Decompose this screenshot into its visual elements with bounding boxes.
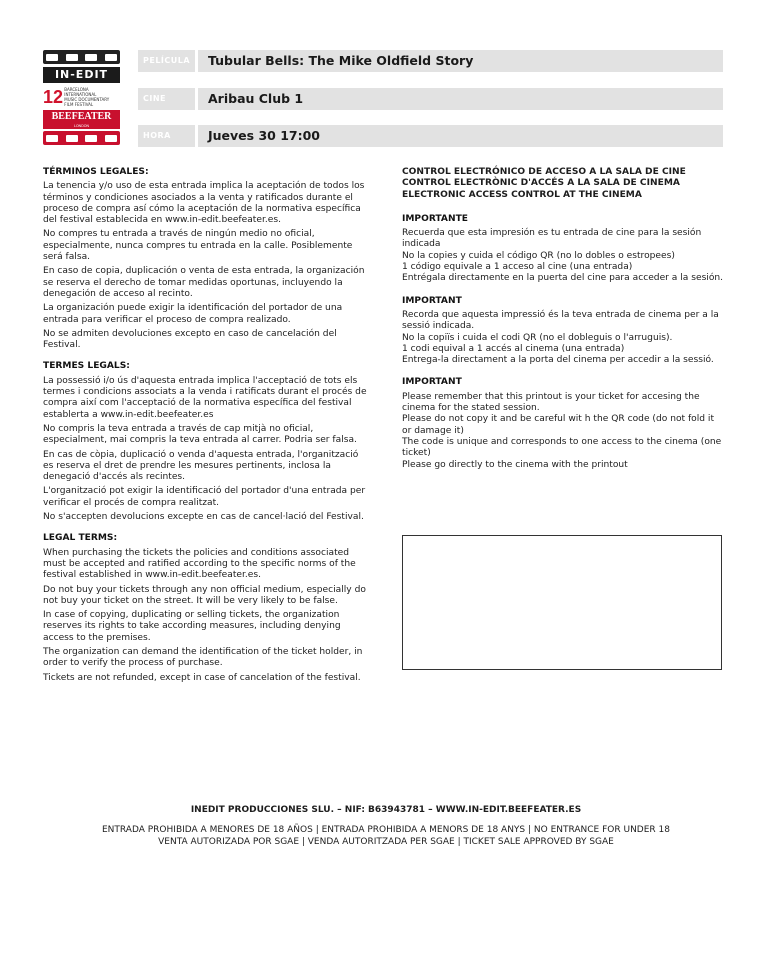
instruction-line: No la copies y cuida el código QR (no lo dobles o estropees) — [402, 250, 675, 261]
logo-edition — [43, 86, 120, 108]
sponsor-sub: LONDON — [74, 124, 89, 128]
legal-paragraph: When purchasing the tickets the policies and conditions associated must be accepted and ratified according to the specific norms of the festival established in www.in-edit.beefeater.es. — [43, 547, 356, 581]
legal-paragraph: En caso de copia, duplicación o venta de esta entrada, la organización se reserva el derecho de tomar medidas oportunas, incluyendo la denegación de acceso al recinto. — [43, 266, 365, 299]
legal-paragraph: L'organització pot exigir la identificació del portador d'una entrada per verificar el procés de compra realitzat. — [43, 486, 366, 508]
legal-paragraph: La tenencia y/o uso de esta entrada implica la aceptación de todos los términos y condiciones asociados a la venta y ratificados durante el proceso de compra así cómo la aceptación de la normativa específica del festival establecida en www.in-edit.beefeater.es. — [43, 181, 365, 226]
access-control-column — [402, 167, 724, 482]
section-title: IMPORTANT — [402, 377, 462, 388]
edition-number: 12 — [43, 86, 64, 107]
instruction-line: Please go directly to the cinema with the printout — [402, 459, 628, 470]
film-title: Tubular Bells: The Mike Oldfield Story — [198, 50, 723, 72]
legal-paragraph: En cas de còpia, duplicació o venda d'aquesta entrada, l'organització es reserva el dret de prendre les mesures pertinents, inclosa la denegació d'accés als recintes. — [43, 449, 359, 483]
section-title: TÉRMINOS LEGALES: — [43, 167, 149, 177]
info-label: CINE — [138, 88, 195, 110]
legal-section-en — [43, 533, 368, 684]
company-info: INEDIT PRODUCCIONES SLU. – NIF: B63943781 – WWW.IN-EDIT.BEEFEATER.ES — [190, 805, 582, 815]
legal-paragraph: No s'accepten devolucions excepte en cas de cancel·lació del Festival. — [43, 512, 364, 523]
section-title: LEGAL TERMS: — [43, 533, 118, 544]
legal-paragraph: No se admiten devoluciones excepto en caso de cancelación del Festival. — [43, 328, 337, 351]
info-row-cinema — [138, 88, 723, 110]
instruction-line: No la copiïs i cuida el codi QR (no el dobleguis o l'arruguis). — [402, 332, 673, 343]
info-row-time — [138, 125, 723, 147]
festival-logo — [43, 50, 120, 147]
session-time: Jueves 30 17:00 — [198, 125, 723, 147]
legal-paragraph: No compres tu entrada a través de ningún medio no oficial, especialmente, nunca compres tu entrada en la calle. Posiblemente será falsa. — [43, 229, 353, 263]
important-section-es — [402, 214, 724, 285]
film-strip-icon — [43, 131, 120, 145]
legal-paragraph: No compris la teva entrada a través de cap mitjà no oficial, especialment, mai compris la teva entrada al carrer. Podria ser falsa. — [43, 423, 357, 446]
legal-paragraph: The organization can demand the identification of the ticket holder, in order to verify the process of purchase. — [43, 646, 363, 669]
sponsor-name: BEEFEATER — [51, 111, 112, 122]
info-label: PELÍCULA — [138, 50, 195, 72]
instruction-line: The code is unique and corresponds to one access to the cinema (one ticket) — [402, 436, 722, 459]
edition-sub-line: BARCELONA INTERNATIONAL — [64, 87, 97, 97]
logo-brand: IN-EDIT — [43, 67, 120, 83]
section-title: IMPORTANTE — [402, 213, 468, 224]
age-restriction-notice: ENTRADA PROHIBIDA A MENORES DE 18 AÑOS | ENTRADA PROHIBIDA A MENORS DE 18 ANYS | NO ENTRANCE FOR UNDER 18 — [102, 825, 670, 835]
edition-subtitle — [64, 87, 120, 107]
film-strip-icon — [43, 50, 120, 64]
important-section-ca — [402, 296, 724, 367]
instruction-line: 1 código equivale a 1 acceso al cine (una entrada) — [402, 262, 633, 273]
section-title: IMPORTANT — [402, 295, 462, 306]
instruction-line: Entrégala directamente en la puerta del cine para acceder a la sesión. — [402, 273, 724, 284]
edition-sub-line: FILM FESTIVAL — [64, 102, 94, 107]
edition-sub-line: MUSIC DOCUMENTARY — [64, 97, 110, 102]
sgae-notice: VENTA AUTORIZADA POR SGAE | VENDA AUTORITZADA PER SGAE | TICKET SALE APPROVED BY SGAE — [158, 836, 614, 847]
legal-section-ca — [43, 361, 368, 523]
access-control-title: ELECTRONIC ACCESS CONTROL AT THE CINEMA — [402, 189, 642, 200]
instruction-line: Recuerda que esta impresión es tu entrada de cine para la sesión indicada — [402, 228, 702, 250]
legal-paragraph: Do not buy your tickets through any non official medium, especially do not buy your ticket on the street. It will be very likely to be false. — [43, 584, 366, 606]
access-control-title: CONTROL ELECTRÒNIC D'ACCÉS A LA SALA DE CINEMA — [402, 178, 680, 189]
legal-paragraph: In case of copying, duplicating or selling tickets, the organization reserves its rights to take according measures, including denying access to the premises. — [43, 610, 341, 643]
instruction-line: Please remember that this printout is your ticket for accesing the cinema for the stated session. — [402, 391, 700, 414]
qr-code-box — [402, 535, 722, 670]
section-title: TERMES LEGALS: — [43, 361, 130, 372]
access-control-title: CONTROL ELECTRÓNICO DE ACCESO A LA SALA DE CINE — [402, 167, 686, 177]
sponsor-logo — [43, 110, 120, 129]
cinema-name: Aribau Club 1 — [198, 88, 723, 110]
access-control-titles — [402, 167, 724, 201]
important-section-en — [402, 377, 724, 470]
instruction-line: 1 codi equival a 1 accés al cinema (una entrada) — [402, 343, 625, 354]
info-label: HORA — [138, 125, 195, 147]
legal-paragraph: La possessió i/o ús d'aquesta entrada implica l'acceptació de tots els termes i condicions associats a la venda i ratificats durant el procés de compra així com l'acceptació de la normativa específica del festival establerta a www.in-edit.beefeater.es — [43, 375, 367, 420]
info-row-film — [138, 50, 723, 72]
legal-paragraph: La organización puede exigir la identificación del portador de una entrada para verificar el proceso de compra realizado. — [43, 303, 343, 325]
instruction-line: Recorda que aquesta impressió és la teva entrada de cinema per a la sessió indicada. — [402, 309, 719, 332]
legal-section-es — [43, 167, 368, 351]
instruction-line: Entrega-la directament a la porta del cinema per accedir a la sessió. — [402, 355, 714, 366]
legal-terms-column — [43, 167, 368, 694]
footer-notice — [0, 825, 772, 848]
instruction-line: Please do not copy it and be careful wit h the QR code (do not fold it or damage it) — [402, 414, 715, 436]
legal-paragraph: Tickets are not refunded, except in case of cancelation of the festival. — [43, 672, 361, 683]
